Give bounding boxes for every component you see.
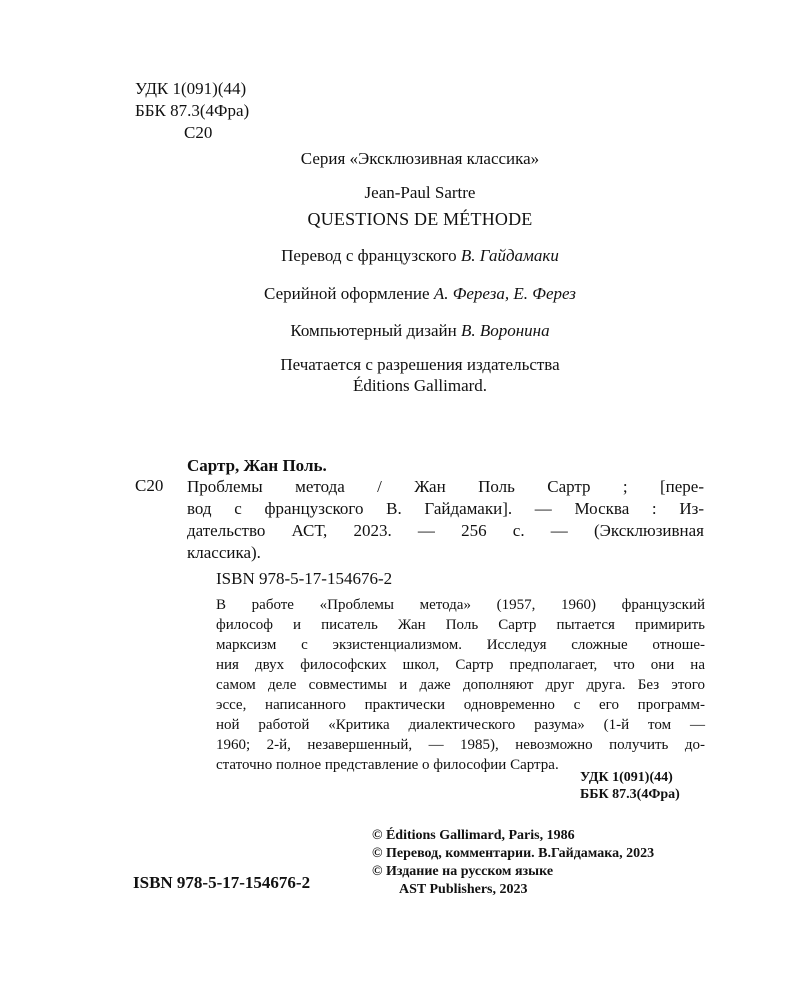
computer-designer-name: В. Воронина [460,321,550,340]
bib-line: классика). [187,543,261,562]
bibliographic-record [187,476,704,564]
abstract-line: статочно полное представление о философии Сартра. [216,757,559,773]
abstract-line: марксизм с экзистенциализмом. Исследуя сложные отноше- [216,637,705,653]
translation-credit [0,246,800,266]
abstract-line: 1960; 2-й, незавершенный, — 1985), невозможно получить до- [216,737,705,753]
series-designer-name: А. Фереза, Е. Ферез [433,284,576,303]
permission-note [0,354,800,396]
title-original: QUESTIONS DE MÉTHODE [307,209,533,229]
author-original: Jean-Paul Sartre [364,183,476,202]
bbk-code: ББК 87.3(4Фра) [135,101,250,120]
translation-label: Перевод с французского [281,246,457,265]
abstract-line: ния двух философских школ, Сартр предполагает, что они на [216,657,705,673]
abstract-line: эссе, написанного практически одновременно с его программ- [216,697,705,713]
computer-design-credit [0,321,800,341]
bib-line: вод с французского В. Гайдамаки]. — Москва : Из- [187,499,704,518]
copyright-line: © Издание на русском языке [372,864,554,879]
isbn-record: ISBN 978-5-17-154676-2 [216,569,393,588]
bib-line: дательство АСТ, 2023. — 256 с. — (Эксклюзивная [187,521,704,540]
copyright-line: AST Publishers, 2023 [399,882,528,897]
bibliographic-index: С20 [135,476,164,495]
isbn-bottom: ISBN 978-5-17-154676-2 [133,873,311,892]
classification-codes-bottom [580,769,680,803]
bbk-code-bottom: ББК 87.3(4Фра) [580,787,680,802]
copyright-line: © Éditions Gallimard, Paris, 1986 [372,828,575,843]
series-design-label: Серийной оформление [264,284,430,303]
abstract-line: ной работой «Критика диалектического разума» (1-й том — [216,717,705,733]
copyright-block [372,827,654,899]
bibliographic-author-heading: Сартр, Жан Поль. [187,456,327,475]
classification-codes-top [135,78,249,144]
author-index: С20 [184,123,213,142]
abstract-line: В работе «Проблемы метода» (1957, 1960) французский [216,597,705,613]
permission-line-2: Éditions Gallimard. [352,376,488,395]
bib-line: Проблемы метода / Жан Поль Сартр ; [пере- [187,477,704,496]
udk-code: УДК 1(091)(44) [135,79,247,98]
permission-line-1: Печатается с разрешения издательства [280,355,560,374]
abstract-line: самом деле совместимы и даже дополняют друг друга. Без этого [216,677,705,693]
series-design-credit [0,284,800,304]
computer-design-label: Компьютерный дизайн [290,321,457,340]
series-title: Серия «Эксклюзивная классика» [300,149,540,168]
abstract [216,595,705,775]
abstract-line: философ и писатель Жан Поль Сартр пытается примирить [216,617,705,633]
translator-name: В. Гайдамаки [460,246,559,265]
copyright-line: © Перевод, комментарии. В.Гайдамака, 2023 [372,846,655,861]
udk-code-bottom: УДК 1(091)(44) [580,770,673,785]
